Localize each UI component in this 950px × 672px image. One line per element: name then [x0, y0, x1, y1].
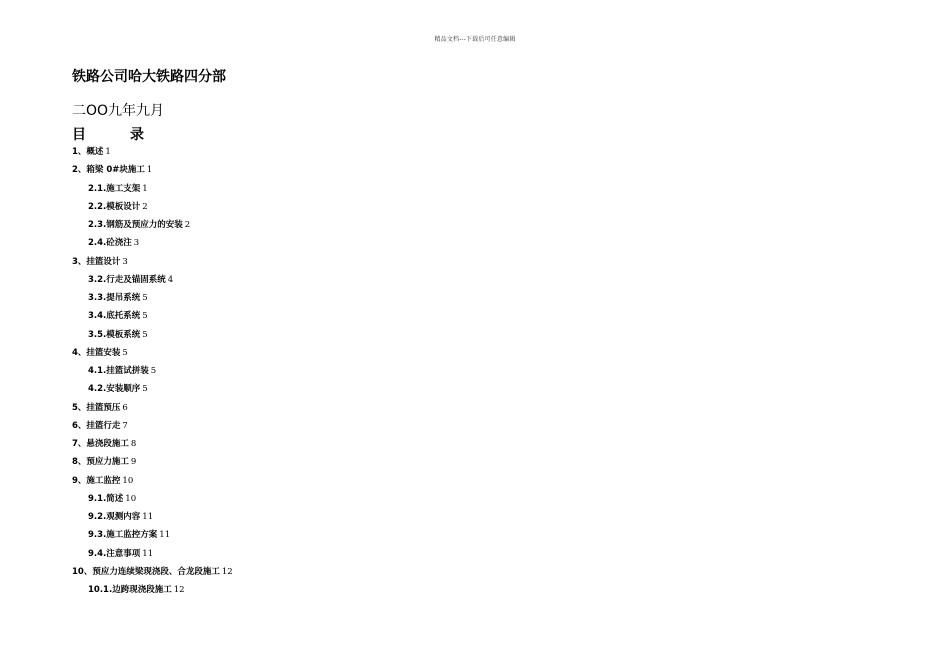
toc-entry-page: 9 [130, 457, 137, 468]
toc-heading-char-2: 录 [130, 127, 144, 143]
organization-title: 铁路公司哈大铁路四分部 [72, 69, 226, 85]
toc-entry-label: 3.2.行走及锚固系统 [88, 274, 166, 285]
toc-entry-label: 3.3.提吊系统 [88, 293, 141, 303]
toc-entry[interactable] [72, 508, 672, 526]
toc-entry-page: 2 [142, 201, 148, 212]
toc-entry-label: 2.1.施工支架 [88, 183, 141, 194]
toc-entry[interactable] [72, 198, 672, 216]
toc-entry[interactable] [72, 143, 672, 161]
toc-entry-label: 10、预应力连续梁现浇段、合龙段施工 [72, 566, 220, 577]
toc-entry-label: 9、施工监控 [72, 475, 121, 486]
toc-entry-page: 1 [142, 183, 148, 194]
toc-entry-page: 3 [133, 238, 140, 249]
toc-entry-page: 5 [150, 366, 157, 376]
toc-entry-page: 11 [159, 530, 171, 541]
toc-entry[interactable] [72, 490, 672, 508]
toc-entry-page: 11 [142, 548, 154, 559]
toc-entry-label: 7、悬浇段施工 [72, 439, 129, 449]
toc-entry[interactable] [72, 180, 672, 198]
toc-entry[interactable] [72, 417, 672, 435]
toc-entry-label: 2.3.钢筋及预应力的安装 [88, 220, 183, 230]
date-title: 二OO九年九月 [72, 103, 165, 119]
toc-entry-page: 11 [142, 512, 154, 522]
toc-entry-page: 7 [122, 420, 128, 431]
toc-entry-label: 1、概述 [72, 147, 104, 157]
toc-entry[interactable] [72, 362, 672, 380]
toc-entry[interactable] [72, 289, 672, 307]
toc-entry-page: 6 [122, 402, 128, 413]
toc-entry-page: 5 [122, 347, 128, 358]
toc-entry[interactable] [72, 344, 672, 362]
toc-entry-label: 10.1.边跨现浇段施工 [88, 585, 172, 595]
toc-entry-label: 4.1.挂篮试拼装 [88, 366, 149, 376]
toc-entry[interactable] [72, 216, 672, 234]
toc-heading-char-1: 目 [72, 127, 86, 143]
toc-entry[interactable] [72, 271, 672, 289]
toc-entry[interactable] [72, 326, 672, 344]
toc-entry-page: 1 [105, 147, 111, 157]
toc-entry-label: 4.2.安装顺序 [88, 384, 141, 395]
toc-entry-label: 9.2.观测内容 [88, 512, 141, 522]
toc-entry-page: 5 [142, 329, 148, 340]
toc-entry-label: 2、箱梁 0#块施工 [72, 165, 145, 176]
toc-heading [72, 124, 144, 144]
toc-entry-page: 5 [142, 384, 148, 395]
toc-entry-label: 9.4.注意事项 [88, 548, 141, 559]
toc-entry-label: 2.4.砼浇注 [88, 238, 132, 249]
toc-entry[interactable] [72, 399, 672, 417]
toc-entry-page: 8 [130, 439, 137, 449]
toc-entry-label: 5、挂篮预压 [72, 402, 121, 413]
toc-entry-label: 9.1.简述 [88, 493, 124, 504]
toc-entry-label: 2.2.模板设计 [88, 201, 141, 212]
toc-entry-page: 2 [184, 220, 191, 230]
toc-entry[interactable] [72, 234, 672, 252]
table-of-contents [72, 143, 672, 599]
toc-entry-label: 8、预应力施工 [72, 457, 129, 468]
toc-entry-label: 3、挂篮设计 [72, 256, 121, 267]
toc-entry-label: 9.3.施工监控方案 [88, 530, 158, 541]
toc-entry[interactable] [72, 253, 672, 271]
toc-entry-page: 4 [167, 274, 174, 285]
toc-entry-page: 10 [125, 493, 137, 504]
toc-entry-page: 3 [122, 256, 128, 267]
toc-entry-page: 10 [122, 475, 134, 486]
toc-entry[interactable] [72, 545, 672, 563]
toc-entry[interactable] [72, 161, 672, 179]
toc-entry-page: 12 [173, 585, 185, 595]
toc-entry-page: 1 [146, 165, 153, 176]
toc-entry[interactable] [72, 526, 672, 544]
toc-entry-label: 6、挂篮行走 [72, 420, 121, 431]
toc-entry[interactable] [72, 563, 672, 581]
header-note: 精品文档---下载后可任意编辑 [434, 36, 516, 43]
toc-entry[interactable] [72, 380, 672, 398]
toc-entry-page: 12 [221, 566, 233, 577]
toc-entry-page: 5 [142, 293, 148, 303]
toc-entry-label: 3.5.模板系统 [88, 329, 141, 340]
toc-entry[interactable] [72, 453, 672, 471]
toc-entry-label: 3.4.底托系统 [88, 311, 141, 322]
toc-entry-page: 5 [142, 311, 148, 322]
toc-entry[interactable] [72, 472, 672, 490]
toc-entry[interactable] [72, 307, 672, 325]
toc-entry-label: 4、挂篮安装 [72, 347, 121, 358]
toc-entry[interactable] [72, 581, 672, 599]
toc-entry[interactable] [72, 435, 672, 453]
